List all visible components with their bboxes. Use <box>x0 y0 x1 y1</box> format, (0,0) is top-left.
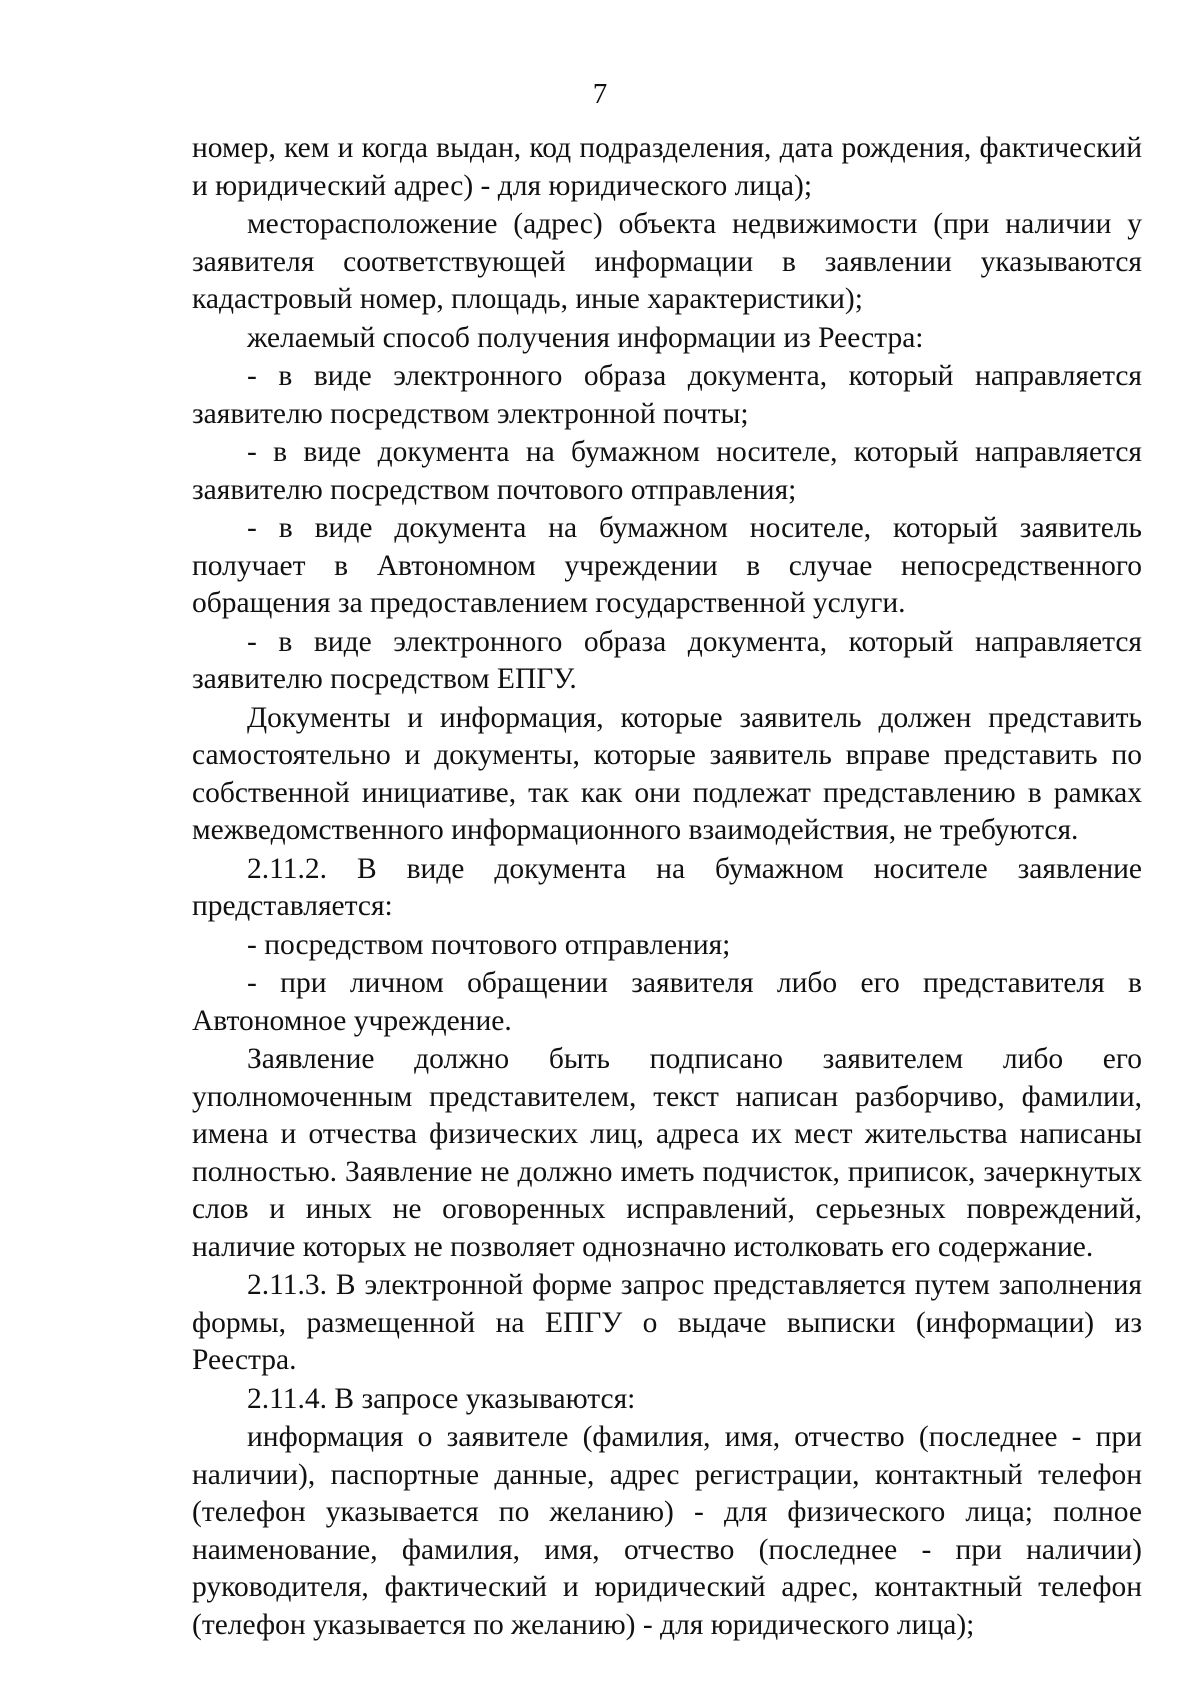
document-body <box>192 130 1142 1645</box>
paragraph: - в виде документа на бумажном носителе, который заявитель получает в Автономном учреждении в случае непосредственного обращения за предоставлением государственной услуги. <box>192 512 1142 619</box>
paragraph: Заявление должно быть подписано заявителем либо его уполномоченным представителем, текст написан разборчиво, фамилии, имена и отчества физических лиц, адреса их мест жительства написаны полностью. Заявление не должно иметь подчисток, приписок, зачеркнутых слов и иных не оговоренных исправлений, серьезных повреждений, наличие которых не позволяет однозначно истолковать его содержание. <box>192 1043 1142 1263</box>
paragraph: номер, кем и когда выдан, код подразделения, дата рождения, фактический и юридический адрес) - для юридического лица); <box>192 132 1142 202</box>
paragraph: - в виде электронного образа документа, который направляется заявителю посредством электронной почты; <box>192 360 1142 430</box>
paragraph: информация о заявителе (фамилия, имя, отчество (последнее - при наличии), паспортные данные, адрес регистрации, контактный телефон (телефон указывается по желанию) - для физического лица; полное наименование, фамилия, имя, отчество (последнее - при наличии) руководителя, фактический и юридический адрес, контактный телефон (телефон указывается по желанию) - для юридического лица); <box>192 1421 1142 1641</box>
paragraph: - посредством почтового отправления; <box>247 928 731 961</box>
paragraph: 2.11.3. В электронной форме запрос представляется путем заполнения формы, размещенной на ЕПГУ о выдаче выписки (информации) из Реестра. <box>192 1269 1142 1376</box>
paragraph: месторасположение (адрес) объекта недвижимости (при наличии у заявителя соответствующей информации в заявлении указываются кадастровый номер, площадь, иные характеристики); <box>192 208 1142 315</box>
paragraph: - в виде документа на бумажном носителе, который направляется заявителю посредством почтового отправления; <box>192 436 1142 506</box>
paragraph: - при личном обращении заявителя либо его представителя в Автономное учреждение. <box>192 967 1142 1037</box>
paragraph: - в виде электронного образа документа, который направляется заявителю посредством ЕПГУ. <box>192 625 1142 695</box>
paragraph: Документы и информация, которые заявитель должен представить самостоятельно и документы, которые заявитель вправе представить по собственной инициативе, так как они подлежат представлению в рамках межведомственного информационного взаимодействия, не требуются. <box>192 701 1142 846</box>
paragraph: желаемый способ получения информации из Реестра: <box>247 321 924 354</box>
paragraph: 2.11.4. В запросе указываются: <box>247 1382 636 1415</box>
page-number: 7 <box>592 78 608 110</box>
paragraph: 2.11.2. В виде документа на бумажном носителе заявление представляется: <box>192 852 1142 922</box>
